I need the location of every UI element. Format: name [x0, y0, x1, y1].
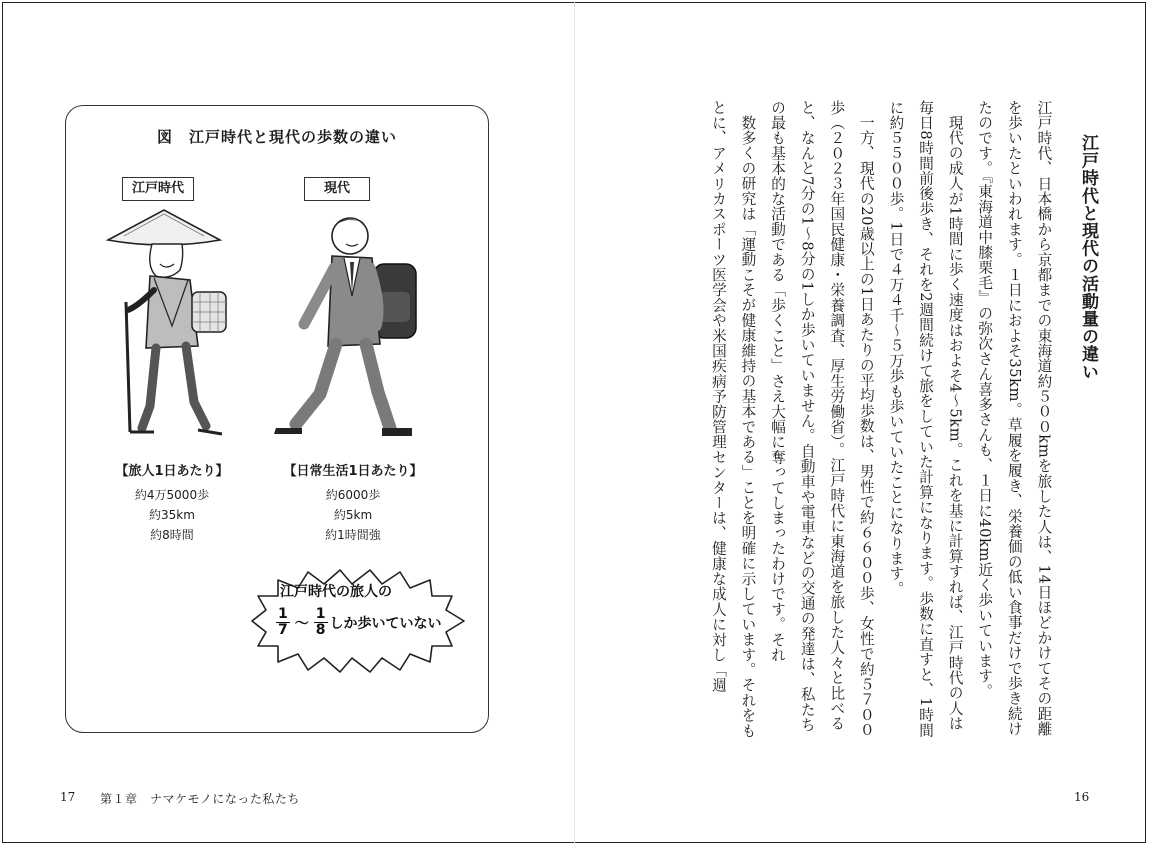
modern-businessman-illustration	[262, 206, 432, 446]
paragraph-2: 現代の成人が1時間に歩く速度はおよそ4～5km。これを基に計算すれば、江戸時代の人は毎日8時間前後歩き、それを2週間続けて旅をしていた計算になります。歩数に直すと、1時間に約５５００歩。1日で４万４千～５万歩も歩いていたことになります。	[887, 100, 964, 738]
fraction-one-seventh: $\frac{1}{7}$	[278, 606, 288, 638]
figure-panel	[65, 105, 489, 733]
callout-tilde: ～	[294, 615, 309, 632]
modern-duration: 約1時間強	[325, 528, 381, 542]
modern-stats	[268, 460, 438, 545]
callout-suffix: しか歩いていない	[329, 615, 442, 632]
section-heading: 江戸時代と現代の活動量の違い	[1078, 134, 1098, 381]
callout-line1: 江戸時代の旅人の	[280, 584, 392, 600]
modern-stats-heading: 【日常生活1日あたり】	[283, 464, 423, 479]
edo-steps: 約4万5000歩	[134, 488, 210, 502]
right-page-number: 16	[1074, 790, 1090, 804]
callout-text	[264, 581, 464, 638]
edo-stats	[92, 460, 252, 545]
callout-line2	[264, 607, 464, 638]
modern-distance: 約5km	[333, 508, 373, 522]
edo-duration: 約8時間	[150, 528, 194, 542]
modern-era-label: 現代	[304, 177, 370, 201]
modern-steps: 約6000歩	[325, 488, 381, 502]
edo-era-label: 江戸時代	[122, 177, 194, 201]
paragraph-4: 数多くの研究は「運動こそが健康維持の基本である」ことを明確に示しています。それをもとに、アメリカスポーツ医学会や米国疾病予防管理センターは、健康な成人に対し「週	[709, 100, 757, 738]
page-gutter	[574, 2, 575, 843]
edo-distance: 約35km	[149, 508, 195, 522]
fraction-one-eighth: $\frac{1}{8}$	[315, 606, 326, 638]
left-page-number: 17	[60, 790, 76, 804]
edo-stats-heading: 【旅人1日あたり】	[115, 464, 229, 479]
edo-traveler-illustration	[94, 206, 234, 446]
paragraph-3: 一方、現代の20歳以上の1日あたりの平均歩数は、男性で約６６００歩、女性で約５７００歩（２０２３年国民健康・栄養調査、厚生労働省）。江戸時代に東海道を旅した人々と比べると、なんと7分の1～8分の1しか歩いていません。自動車や電車などの交通の発達は、私たちの最も基本的な活動である「歩くこと」さえ大幅に奪ってしまったわけです。それ	[769, 100, 875, 738]
figure-title: 図 江戸時代と現代の歩数の違い	[156, 128, 397, 146]
running-head: 第１章 ナマケモノになった私たち	[100, 792, 300, 806]
article-body	[660, 100, 1102, 745]
paragraph-1: 江戸時代、日本橋から京都までの東海道約５００kmを旅した人は、14日ほどかけてその距離を歩いたといわれます。１日におよそ35km。草履を履き、栄養価の低い食事だけで歩き続けたのです。『東海道中膝栗毛』の弥次さん喜多さんも、１日に40km近く歩いています。	[976, 100, 1053, 737]
